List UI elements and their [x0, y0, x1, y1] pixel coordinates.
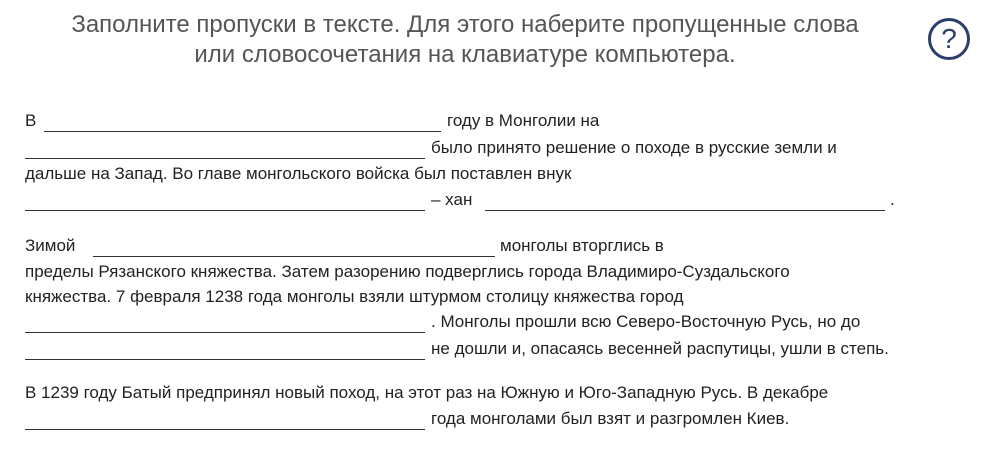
question-mark-icon: ?: [941, 23, 957, 54]
help-button[interactable]: [928, 18, 970, 60]
instruction-line-2: или словосочетания на клавиатуре компьютера.: [194, 41, 736, 68]
p2-text-line1: монголы вторглись в: [500, 236, 664, 255]
p3-text-line1: В 1239 году Батый предпринял новый поход, на этот раз на Южную и Юго-Западную Русь. В декабре: [25, 383, 829, 402]
p1-text-line3: дальше на Запад. Во главе монгольского войска был поставлен внук: [25, 164, 572, 183]
p2-text-line3: княжества. 7 февраля 1238 года монголы взяли штурмом столицу княжества город: [25, 287, 684, 306]
blank-khan-name-input[interactable]: [485, 189, 885, 211]
instruction-line-1: Заполните пропуски в тексте. Для этого наберите пропущенные слова: [71, 11, 859, 38]
p2-text-start: Зимой: [25, 236, 76, 255]
blank-capital-input[interactable]: [25, 311, 425, 333]
blank-grandson-input[interactable]: [25, 189, 425, 211]
p1-text-line2: было принято решение о походе в русские земли и: [431, 138, 837, 157]
instruction-text: [20, 10, 910, 70]
blank-city-input[interactable]: [25, 338, 425, 360]
p1-text-line1: году в Монголии на: [447, 111, 600, 130]
p2-text-line5: не дошли и, опасаясь весенней распутицы, ушли в степь.: [431, 339, 889, 358]
p1-text-khan: – хан: [431, 190, 473, 209]
blank-kiev-year-input[interactable]: [25, 408, 425, 430]
p1-text-period: .: [890, 190, 895, 209]
p1-text-start: В: [25, 111, 37, 130]
blank-assembly-input[interactable]: [25, 137, 425, 159]
p3-text-line2: года монголами был взят и разгромлен Киев.: [431, 409, 790, 428]
blank-winter-year-input[interactable]: [93, 235, 495, 257]
p2-text-line2: пределы Рязанского княжества. Затем разорению подверглись города Владимиро-Суздальского: [25, 262, 790, 281]
p2-text-line4: . Монголы прошли всю Северо-Восточную Русь, но до: [431, 312, 861, 331]
blank-year-input[interactable]: [44, 110, 441, 132]
